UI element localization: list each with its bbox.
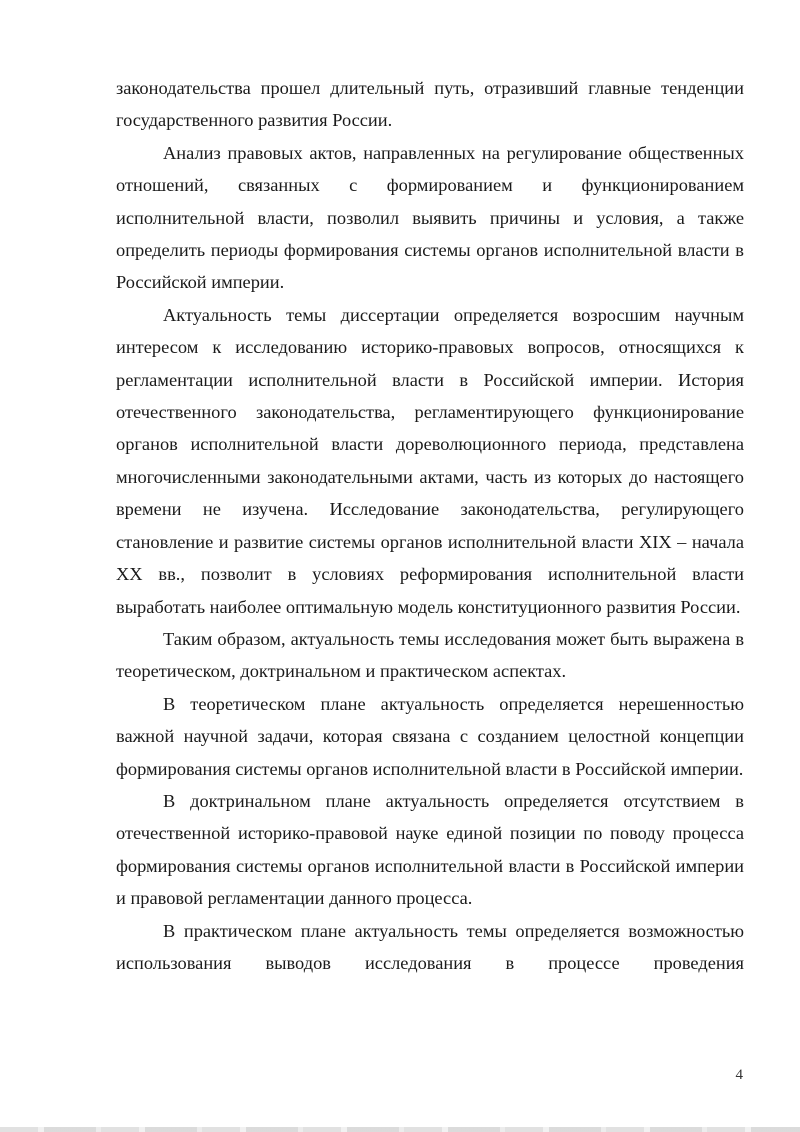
scan-edge-artifact: [0, 1127, 800, 1132]
body-text: [116, 72, 744, 979]
paragraph: Таким образом, актуальность темы исследования может быть выражена в теоретическом, доктринальном и практическом аспектах.: [116, 628, 744, 682]
page-number: 4: [735, 1067, 743, 1083]
paragraph: Анализ правовых актов, направленных на регулирование общественных отношений, связанных с формированием и функционированием исполнительной власти, позволил выявить причины и условия, а также определить периоды формирования системы органов исполнительной власти в Российской империи.: [116, 142, 744, 293]
paragraph: Актуальность темы диссертации определяется возросшим научным интересом к исследованию историко-правовых вопросов, относящихся к регламентации исполнительной власти в Российской империи. История отечественного законодательства, регламентирующего функционирование органов исполнительной власти дореволюционного периода, представлена многочисленными законодательными актами, часть из которых до настоящего времени не изучена. Исследование законодательства, регулирующего становление и развитие системы органов исполнительной власти XIX – начала XX вв., позволит в условиях реформирования исполнительной власти выработать наиболее оптимальную модель конституционного развития России.: [116, 304, 744, 617]
paragraph: законодательства прошел длительный путь, отразивший главные тенденции государственного развития России.: [116, 78, 744, 131]
paragraph: В теоретическом плане актуальность определяется нерешенностью важной научной задачи, которая связана с созданием целостной концепции формирования системы органов исполнительной власти в Российской империи.: [116, 693, 744, 779]
paragraph: В практическом плане актуальность темы определяется возможностью использования выводов исследования в процессе проведения: [116, 920, 744, 973]
paragraph: В доктринальном плане актуальность определяется отсутствием в отечественной историко-правовой науке единой позиции по поводу процесса формирования системы органов исполнительной власти в Российской империи и правовой регламентации данного процесса.: [116, 790, 744, 909]
